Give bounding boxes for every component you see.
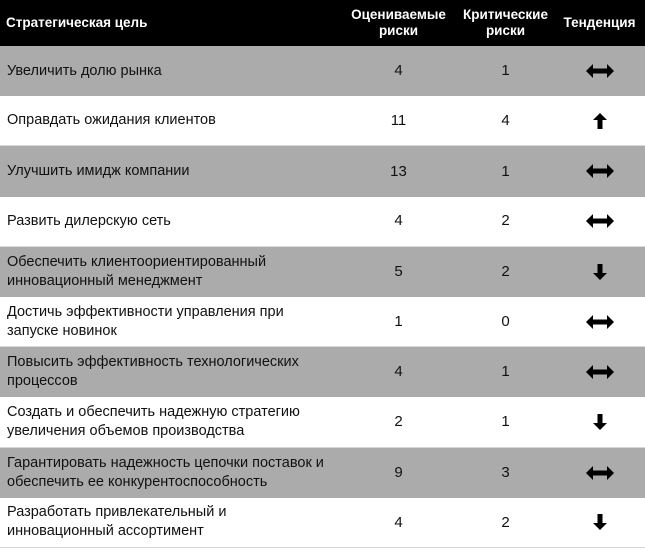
header-goal: Стратегическая цель [0, 0, 340, 46]
table-cell-assessed-risks: 4 [340, 498, 457, 548]
table-cell-goal: Достичь эффективности управления при запуске новинок [0, 297, 340, 347]
down-arrow-icon [593, 414, 607, 430]
table-cell-assessed-risks: 4 [340, 347, 457, 397]
table-cell-assessed-risks: 1 [340, 297, 457, 347]
header-critical-risks: Критические риски [457, 0, 554, 46]
table-cell-goal: Разработать привлекательный и инновационный ассортимент [0, 498, 340, 548]
both-arrow-icon [586, 164, 614, 178]
header-assessed-risks: Оцениваемые риски [340, 0, 457, 46]
table-cell-trend [554, 297, 645, 347]
table-cell-assessed-risks: 4 [340, 46, 457, 96]
table-cell-critical-risks: 1 [457, 46, 554, 96]
table-cell-trend [554, 247, 645, 297]
table-cell-trend [554, 146, 645, 196]
table-cell-trend [554, 448, 645, 498]
both-arrow-icon [586, 466, 614, 480]
table-cell-trend [554, 347, 645, 397]
up-arrow-icon [593, 113, 607, 129]
table-cell-assessed-risks: 13 [340, 146, 457, 196]
table-cell-trend [554, 46, 645, 96]
table-cell-critical-risks: 2 [457, 197, 554, 247]
table-cell-critical-risks: 2 [457, 498, 554, 548]
table-cell-goal: Улучшить имидж компании [0, 146, 340, 196]
table-cell-critical-risks: 1 [457, 397, 554, 447]
table-cell-critical-risks: 4 [457, 96, 554, 146]
table-cell-assessed-risks: 4 [340, 197, 457, 247]
table-cell-critical-risks: 2 [457, 247, 554, 297]
table-cell-trend [554, 397, 645, 447]
table-cell-critical-risks: 1 [457, 347, 554, 397]
table-cell-assessed-risks: 11 [340, 96, 457, 146]
header-trend: Тенденция [554, 0, 645, 46]
table-cell-assessed-risks: 2 [340, 397, 457, 447]
down-arrow-icon [593, 514, 607, 530]
table-cell-trend [554, 96, 645, 146]
table-cell-goal: Развить дилерскую сеть [0, 197, 340, 247]
both-arrow-icon [586, 214, 614, 228]
both-arrow-icon [586, 365, 614, 379]
both-arrow-icon [586, 64, 614, 78]
table-cell-critical-risks: 3 [457, 448, 554, 498]
table-cell-trend [554, 197, 645, 247]
both-arrow-icon [586, 315, 614, 329]
table-cell-goal: Гарантировать надежность цепочки поставок и обеспечить ее конкурентоспособность [0, 448, 340, 498]
table-cell-goal: Оправдать ожидания клиентов [0, 96, 340, 146]
table-cell-goal: Повысить эффективность технологических процессов [0, 347, 340, 397]
down-arrow-icon [593, 264, 607, 280]
table-cell-goal: Обеспечить клиентоориентированный инновационный менеджмент [0, 247, 340, 297]
table-cell-trend [554, 498, 645, 548]
table-cell-goal: Создать и обеспечить надежную стратегию увеличения объемов производства [0, 397, 340, 447]
table-cell-critical-risks: 1 [457, 146, 554, 196]
table-cell-assessed-risks: 5 [340, 247, 457, 297]
table-cell-goal: Увеличить долю рынка [0, 46, 340, 96]
table-cell-critical-risks: 0 [457, 297, 554, 347]
table-cell-assessed-risks: 9 [340, 448, 457, 498]
